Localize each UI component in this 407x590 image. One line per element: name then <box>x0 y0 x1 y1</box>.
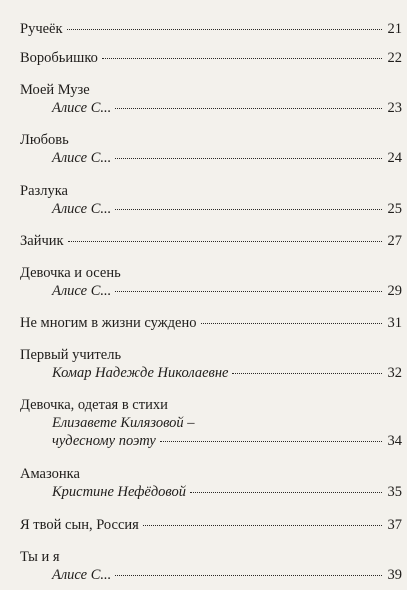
entry-title: Амазонка <box>20 466 80 482</box>
toc-entry <box>20 20 402 38</box>
dot-leader <box>190 492 382 493</box>
dot-leader <box>102 58 382 59</box>
page-number: 34 <box>387 433 402 449</box>
page-number: 23 <box>387 100 402 116</box>
entry-dedication: Алисе С... <box>52 567 112 583</box>
toc-entry <box>20 548 402 584</box>
page-number: 21 <box>387 21 402 37</box>
entry-dedication: Алисе С... <box>52 283 112 299</box>
toc-entry <box>20 314 402 332</box>
entry-title: Разлука <box>20 183 68 199</box>
entry-title: Я твой сын, Россия <box>20 517 139 533</box>
entry-title: Ты и я <box>20 549 60 565</box>
toc-entry <box>20 81 402 117</box>
toc-entry <box>20 49 402 67</box>
dot-leader <box>143 525 382 526</box>
page-number: 35 <box>387 484 402 500</box>
dot-leader <box>232 373 382 374</box>
toc-entry <box>20 465 402 501</box>
entry-title: Моей Музе <box>20 82 90 98</box>
dot-leader <box>115 291 382 292</box>
page-number: 22 <box>387 50 402 66</box>
entry-dedication: Алисе С... <box>52 150 112 166</box>
toc-entry <box>20 396 402 450</box>
entry-dedication: Алисе С... <box>52 100 112 116</box>
page-number: 39 <box>387 567 402 583</box>
dot-leader <box>115 158 382 159</box>
entry-title: Ручеёк <box>20 21 63 37</box>
page-number: 32 <box>387 365 402 381</box>
entry-dedication: Алисе С... <box>52 201 112 217</box>
dot-leader <box>115 575 382 576</box>
page-number: 25 <box>387 201 402 217</box>
toc-entry <box>20 516 402 534</box>
entry-dedication: Кристине Нефёдовой <box>52 484 187 500</box>
entry-title: Первый учитель <box>20 347 122 363</box>
entry-title: Не многим в жизни суждено <box>20 315 197 331</box>
toc-entry <box>20 264 402 300</box>
dot-leader <box>160 441 382 442</box>
dot-leader <box>68 241 382 242</box>
dot-leader <box>201 323 383 324</box>
entry-title: Девочка и осень <box>20 265 121 281</box>
dot-leader <box>115 108 382 109</box>
entry-title: Любовь <box>20 132 69 148</box>
toc-entry <box>20 131 402 167</box>
toc-entry <box>20 182 402 218</box>
dot-leader <box>115 209 382 210</box>
toc-entry <box>20 232 402 250</box>
page-number: 24 <box>387 150 402 166</box>
entry-title: Воробьишко <box>20 50 98 66</box>
entry-title: Девочка, одетая в стихи <box>20 397 168 413</box>
page-number: 31 <box>387 315 402 331</box>
entry-dedication: чудесному поэту <box>52 433 156 449</box>
toc-entry <box>20 346 402 382</box>
entry-dedication: Комар Надежде Николаевне <box>52 365 229 381</box>
dot-leader <box>67 29 382 30</box>
entry-dedication: Елизавете Килязовой – <box>52 415 195 431</box>
entry-title: Зайчик <box>20 233 64 249</box>
page-number: 37 <box>387 517 402 533</box>
page-number: 29 <box>387 283 402 299</box>
page-number: 27 <box>387 233 402 249</box>
